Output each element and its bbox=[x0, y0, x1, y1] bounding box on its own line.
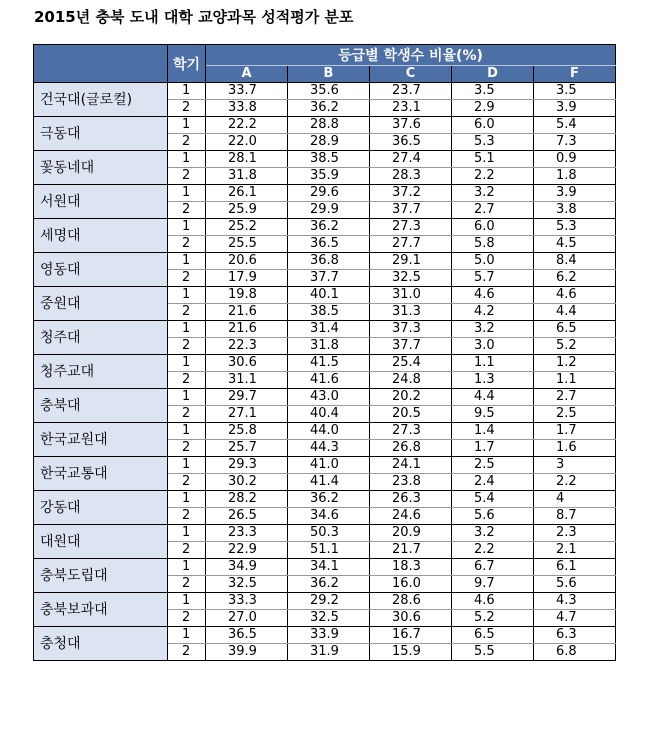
table-row bbox=[34, 83, 616, 100]
university-name: 서원대 bbox=[34, 185, 168, 219]
grade-f-cell: 4.6 bbox=[534, 287, 616, 304]
grade-a-cell: 20.6 bbox=[206, 253, 288, 270]
grade-f-cell: 3.9 bbox=[534, 185, 616, 202]
grade-b-cell: 29.6 bbox=[288, 185, 370, 202]
grade-a-cell: 23.3 bbox=[206, 525, 288, 542]
grade-b-cell: 44.3 bbox=[288, 440, 370, 457]
header-grade-c: C bbox=[370, 66, 452, 83]
grade-c-cell: 28.3 bbox=[370, 168, 452, 185]
grade-d-cell: 5.4 bbox=[452, 491, 534, 508]
semester-cell: 2 bbox=[168, 576, 206, 593]
grade-c-cell: 37.7 bbox=[370, 202, 452, 219]
grade-c-cell: 26.8 bbox=[370, 440, 452, 457]
grade-d-cell: 5.6 bbox=[452, 508, 534, 525]
semester-cell: 2 bbox=[168, 644, 206, 661]
semester-cell: 1 bbox=[168, 219, 206, 236]
grade-d-cell: 1.3 bbox=[452, 372, 534, 389]
grade-d-cell: 4.6 bbox=[452, 287, 534, 304]
grade-a-cell: 33.8 bbox=[206, 100, 288, 117]
grade-f-cell: 3.9 bbox=[534, 100, 616, 117]
grade-d-cell: 6.7 bbox=[452, 559, 534, 576]
semester-cell: 1 bbox=[168, 83, 206, 100]
grade-c-cell: 37.2 bbox=[370, 185, 452, 202]
grade-f-cell: 5.4 bbox=[534, 117, 616, 134]
grade-d-cell: 4.6 bbox=[452, 593, 534, 610]
header-grade-f: F bbox=[534, 66, 616, 83]
grade-f-cell: 1.8 bbox=[534, 168, 616, 185]
grade-b-cell: 38.5 bbox=[288, 304, 370, 321]
grade-f-cell: 3.5 bbox=[534, 83, 616, 100]
semester-cell: 2 bbox=[168, 542, 206, 559]
grade-a-cell: 30.6 bbox=[206, 355, 288, 372]
grade-a-cell: 33.3 bbox=[206, 593, 288, 610]
grade-c-cell: 37.7 bbox=[370, 338, 452, 355]
semester-cell: 1 bbox=[168, 287, 206, 304]
semester-cell: 2 bbox=[168, 270, 206, 287]
grade-d-cell: 3.2 bbox=[452, 525, 534, 542]
university-name: 충청대 bbox=[34, 627, 168, 661]
grade-d-cell: 3.0 bbox=[452, 338, 534, 355]
grade-f-cell: 5.3 bbox=[534, 219, 616, 236]
grade-c-cell: 37.3 bbox=[370, 321, 452, 338]
grade-b-cell: 28.9 bbox=[288, 134, 370, 151]
university-name: 중원대 bbox=[34, 287, 168, 321]
grade-a-cell: 30.2 bbox=[206, 474, 288, 491]
semester-cell: 1 bbox=[168, 321, 206, 338]
grade-a-cell: 17.9 bbox=[206, 270, 288, 287]
grade-b-cell: 37.7 bbox=[288, 270, 370, 287]
grade-a-cell: 22.3 bbox=[206, 338, 288, 355]
grade-c-cell: 24.8 bbox=[370, 372, 452, 389]
semester-cell: 1 bbox=[168, 253, 206, 270]
grade-f-cell: 4.7 bbox=[534, 610, 616, 627]
semester-cell: 1 bbox=[168, 457, 206, 474]
grade-b-cell: 31.9 bbox=[288, 644, 370, 661]
grade-c-cell: 20.5 bbox=[370, 406, 452, 423]
semester-cell: 2 bbox=[168, 202, 206, 219]
grade-f-cell: 0.9 bbox=[534, 151, 616, 168]
grade-d-cell: 3.2 bbox=[452, 321, 534, 338]
header-grade-d: D bbox=[452, 66, 534, 83]
grade-f-cell: 6.8 bbox=[534, 644, 616, 661]
semester-cell: 2 bbox=[168, 338, 206, 355]
semester-cell: 2 bbox=[168, 610, 206, 627]
table-row bbox=[34, 321, 616, 338]
grade-f-cell: 2.2 bbox=[534, 474, 616, 491]
grade-a-cell: 34.9 bbox=[206, 559, 288, 576]
semester-cell: 1 bbox=[168, 559, 206, 576]
university-name: 청주교대 bbox=[34, 355, 168, 389]
grade-b-cell: 35.6 bbox=[288, 83, 370, 100]
grade-b-cell: 29.2 bbox=[288, 593, 370, 610]
semester-cell: 1 bbox=[168, 593, 206, 610]
grade-d-cell: 2.9 bbox=[452, 100, 534, 117]
grade-a-cell: 27.0 bbox=[206, 610, 288, 627]
semester-cell: 1 bbox=[168, 525, 206, 542]
grade-f-cell: 1.6 bbox=[534, 440, 616, 457]
grade-c-cell: 24.1 bbox=[370, 457, 452, 474]
grade-f-cell: 7.3 bbox=[534, 134, 616, 151]
grade-c-cell: 20.9 bbox=[370, 525, 452, 542]
grade-b-cell: 36.8 bbox=[288, 253, 370, 270]
grade-a-cell: 25.5 bbox=[206, 236, 288, 253]
table-row bbox=[34, 389, 616, 406]
grade-b-cell: 32.5 bbox=[288, 610, 370, 627]
grade-c-cell: 29.1 bbox=[370, 253, 452, 270]
grade-c-cell: 25.4 bbox=[370, 355, 452, 372]
grade-d-cell: 2.2 bbox=[452, 542, 534, 559]
grade-d-cell: 6.0 bbox=[452, 117, 534, 134]
semester-cell: 2 bbox=[168, 474, 206, 491]
university-name: 건국대(글로컬) bbox=[34, 83, 168, 117]
grade-c-cell: 31.0 bbox=[370, 287, 452, 304]
grade-b-cell: 41.0 bbox=[288, 457, 370, 474]
header-grade-a: A bbox=[206, 66, 288, 83]
grade-b-cell: 36.5 bbox=[288, 236, 370, 253]
grade-c-cell: 18.3 bbox=[370, 559, 452, 576]
table-row bbox=[34, 219, 616, 236]
grade-d-cell: 5.3 bbox=[452, 134, 534, 151]
grade-a-cell: 39.9 bbox=[206, 644, 288, 661]
table-row bbox=[34, 355, 616, 372]
grade-d-cell: 5.0 bbox=[452, 253, 534, 270]
semester-cell: 2 bbox=[168, 100, 206, 117]
grade-a-cell: 19.8 bbox=[206, 287, 288, 304]
grade-f-cell: 6.5 bbox=[534, 321, 616, 338]
grade-c-cell: 27.3 bbox=[370, 423, 452, 440]
grade-a-cell: 26.1 bbox=[206, 185, 288, 202]
grade-c-cell: 15.9 bbox=[370, 644, 452, 661]
grade-b-cell: 40.4 bbox=[288, 406, 370, 423]
grade-a-cell: 33.7 bbox=[206, 83, 288, 100]
grade-d-cell: 6.5 bbox=[452, 627, 534, 644]
university-name: 청주대 bbox=[34, 321, 168, 355]
grade-f-cell: 5.6 bbox=[534, 576, 616, 593]
grade-c-cell: 30.6 bbox=[370, 610, 452, 627]
grade-a-cell: 32.5 bbox=[206, 576, 288, 593]
grade-b-cell: 31.4 bbox=[288, 321, 370, 338]
university-name: 대원대 bbox=[34, 525, 168, 559]
grade-a-cell: 31.8 bbox=[206, 168, 288, 185]
grade-a-cell: 28.1 bbox=[206, 151, 288, 168]
grade-b-cell: 50.3 bbox=[288, 525, 370, 542]
university-name: 세명대 bbox=[34, 219, 168, 253]
university-name: 극동대 bbox=[34, 117, 168, 151]
grade-a-cell: 27.1 bbox=[206, 406, 288, 423]
grade-c-cell: 21.7 bbox=[370, 542, 452, 559]
university-name: 꽃동네대 bbox=[34, 151, 168, 185]
grade-f-cell: 1.7 bbox=[534, 423, 616, 440]
grade-d-cell: 3.5 bbox=[452, 83, 534, 100]
grade-a-cell: 31.1 bbox=[206, 372, 288, 389]
grade-a-cell: 25.9 bbox=[206, 202, 288, 219]
grade-f-cell: 2.5 bbox=[534, 406, 616, 423]
grade-f-cell: 1.1 bbox=[534, 372, 616, 389]
grade-b-cell: 36.2 bbox=[288, 491, 370, 508]
grade-c-cell: 27.7 bbox=[370, 236, 452, 253]
grade-b-cell: 35.9 bbox=[288, 168, 370, 185]
table-row bbox=[34, 525, 616, 542]
grade-b-cell: 41.4 bbox=[288, 474, 370, 491]
table-row bbox=[34, 151, 616, 168]
grade-f-cell: 8.7 bbox=[534, 508, 616, 525]
grade-d-cell: 5.7 bbox=[452, 270, 534, 287]
semester-cell: 1 bbox=[168, 389, 206, 406]
grade-b-cell: 33.9 bbox=[288, 627, 370, 644]
grade-f-cell: 6.2 bbox=[534, 270, 616, 287]
table-row bbox=[34, 185, 616, 202]
semester-cell: 2 bbox=[168, 236, 206, 253]
grade-d-cell: 2.2 bbox=[452, 168, 534, 185]
university-name: 충북대 bbox=[34, 389, 168, 423]
grade-d-cell: 4.4 bbox=[452, 389, 534, 406]
grade-c-cell: 31.3 bbox=[370, 304, 452, 321]
semester-cell: 1 bbox=[168, 491, 206, 508]
grade-d-cell: 5.5 bbox=[452, 644, 534, 661]
grade-distribution-table bbox=[33, 44, 616, 661]
grade-f-cell: 2.7 bbox=[534, 389, 616, 406]
semester-cell: 1 bbox=[168, 185, 206, 202]
grade-b-cell: 38.5 bbox=[288, 151, 370, 168]
grade-c-cell: 37.6 bbox=[370, 117, 452, 134]
grade-b-cell: 44.0 bbox=[288, 423, 370, 440]
grade-f-cell: 4.3 bbox=[534, 593, 616, 610]
grade-a-cell: 22.9 bbox=[206, 542, 288, 559]
grade-d-cell: 5.8 bbox=[452, 236, 534, 253]
grade-a-cell: 25.2 bbox=[206, 219, 288, 236]
grade-f-cell: 2.1 bbox=[534, 542, 616, 559]
grade-d-cell: 3.2 bbox=[452, 185, 534, 202]
grade-b-cell: 34.6 bbox=[288, 508, 370, 525]
table-row bbox=[34, 423, 616, 440]
grade-c-cell: 24.6 bbox=[370, 508, 452, 525]
grade-c-cell: 23.8 bbox=[370, 474, 452, 491]
grade-a-cell: 36.5 bbox=[206, 627, 288, 644]
grade-f-cell: 3 bbox=[534, 457, 616, 474]
university-name: 한국교원대 bbox=[34, 423, 168, 457]
grade-b-cell: 28.8 bbox=[288, 117, 370, 134]
grade-d-cell: 1.4 bbox=[452, 423, 534, 440]
semester-cell: 1 bbox=[168, 151, 206, 168]
semester-cell: 2 bbox=[168, 168, 206, 185]
grade-a-cell: 29.7 bbox=[206, 389, 288, 406]
table-row bbox=[34, 491, 616, 508]
grade-c-cell: 27.4 bbox=[370, 151, 452, 168]
table-title: 2015년 충북 도내 대학 교양과목 성적평가 분포 bbox=[34, 8, 354, 26]
semester-cell: 2 bbox=[168, 508, 206, 525]
grade-a-cell: 21.6 bbox=[206, 304, 288, 321]
grade-d-cell: 6.0 bbox=[452, 219, 534, 236]
semester-cell: 1 bbox=[168, 423, 206, 440]
grade-b-cell: 31.8 bbox=[288, 338, 370, 355]
grade-a-cell: 25.8 bbox=[206, 423, 288, 440]
grade-f-cell: 5.2 bbox=[534, 338, 616, 355]
semester-cell: 2 bbox=[168, 134, 206, 151]
table-row bbox=[34, 559, 616, 576]
grade-a-cell: 22.2 bbox=[206, 117, 288, 134]
grade-c-cell: 26.3 bbox=[370, 491, 452, 508]
grade-f-cell: 4.5 bbox=[534, 236, 616, 253]
semester-cell: 2 bbox=[168, 304, 206, 321]
grade-c-cell: 20.2 bbox=[370, 389, 452, 406]
grade-b-cell: 51.1 bbox=[288, 542, 370, 559]
grade-a-cell: 28.2 bbox=[206, 491, 288, 508]
grade-b-cell: 41.5 bbox=[288, 355, 370, 372]
header-grade-b: B bbox=[288, 66, 370, 83]
grade-f-cell: 1.2 bbox=[534, 355, 616, 372]
grade-a-cell: 26.5 bbox=[206, 508, 288, 525]
grade-d-cell: 2.4 bbox=[452, 474, 534, 491]
grade-d-cell: 5.2 bbox=[452, 610, 534, 627]
grade-d-cell: 9.7 bbox=[452, 576, 534, 593]
grade-f-cell: 4 bbox=[534, 491, 616, 508]
grade-c-cell: 16.0 bbox=[370, 576, 452, 593]
grade-d-cell: 1.1 bbox=[452, 355, 534, 372]
grade-b-cell: 36.2 bbox=[288, 100, 370, 117]
grade-b-cell: 29.9 bbox=[288, 202, 370, 219]
grade-a-cell: 22.0 bbox=[206, 134, 288, 151]
grade-d-cell: 9.5 bbox=[452, 406, 534, 423]
semester-cell: 2 bbox=[168, 372, 206, 389]
grade-c-cell: 27.3 bbox=[370, 219, 452, 236]
grade-d-cell: 2.5 bbox=[452, 457, 534, 474]
grade-f-cell: 3.8 bbox=[534, 202, 616, 219]
grade-f-cell: 2.3 bbox=[534, 525, 616, 542]
semester-cell: 2 bbox=[168, 406, 206, 423]
grade-d-cell: 4.2 bbox=[452, 304, 534, 321]
grade-f-cell: 6.1 bbox=[534, 559, 616, 576]
semester-cell: 1 bbox=[168, 627, 206, 644]
grade-b-cell: 40.1 bbox=[288, 287, 370, 304]
grade-c-cell: 32.5 bbox=[370, 270, 452, 287]
grade-d-cell: 5.1 bbox=[452, 151, 534, 168]
table-body bbox=[34, 83, 616, 661]
university-name: 충북보과대 bbox=[34, 593, 168, 627]
grade-a-cell: 21.6 bbox=[206, 321, 288, 338]
table-row bbox=[34, 253, 616, 270]
grade-c-cell: 28.6 bbox=[370, 593, 452, 610]
grade-b-cell: 41.6 bbox=[288, 372, 370, 389]
table-row bbox=[34, 627, 616, 644]
university-name: 충북도립대 bbox=[34, 559, 168, 593]
table-row bbox=[34, 287, 616, 304]
grade-a-cell: 25.7 bbox=[206, 440, 288, 457]
table-row bbox=[34, 457, 616, 474]
header-semester: 학기 bbox=[168, 45, 206, 83]
semester-cell: 1 bbox=[168, 117, 206, 134]
grade-a-cell: 29.3 bbox=[206, 457, 288, 474]
grade-d-cell: 1.7 bbox=[452, 440, 534, 457]
university-name: 강동대 bbox=[34, 491, 168, 525]
grade-b-cell: 43.0 bbox=[288, 389, 370, 406]
grade-c-cell: 23.7 bbox=[370, 83, 452, 100]
grade-d-cell: 2.7 bbox=[452, 202, 534, 219]
grade-c-cell: 16.7 bbox=[370, 627, 452, 644]
grade-b-cell: 36.2 bbox=[288, 576, 370, 593]
university-name: 한국교통대 bbox=[34, 457, 168, 491]
grade-b-cell: 36.2 bbox=[288, 219, 370, 236]
grade-f-cell: 6.3 bbox=[534, 627, 616, 644]
grade-b-cell: 34.1 bbox=[288, 559, 370, 576]
table-row bbox=[34, 117, 616, 134]
semester-cell: 2 bbox=[168, 440, 206, 457]
grade-c-cell: 23.1 bbox=[370, 100, 452, 117]
header-grade-group: 등급별 학생수 비율(%) bbox=[206, 45, 616, 66]
table-row bbox=[34, 593, 616, 610]
grade-f-cell: 4.4 bbox=[534, 304, 616, 321]
grade-f-cell: 8.4 bbox=[534, 253, 616, 270]
grade-c-cell: 36.5 bbox=[370, 134, 452, 151]
header-corner bbox=[34, 45, 168, 83]
semester-cell: 1 bbox=[168, 355, 206, 372]
university-name: 영동대 bbox=[34, 253, 168, 287]
